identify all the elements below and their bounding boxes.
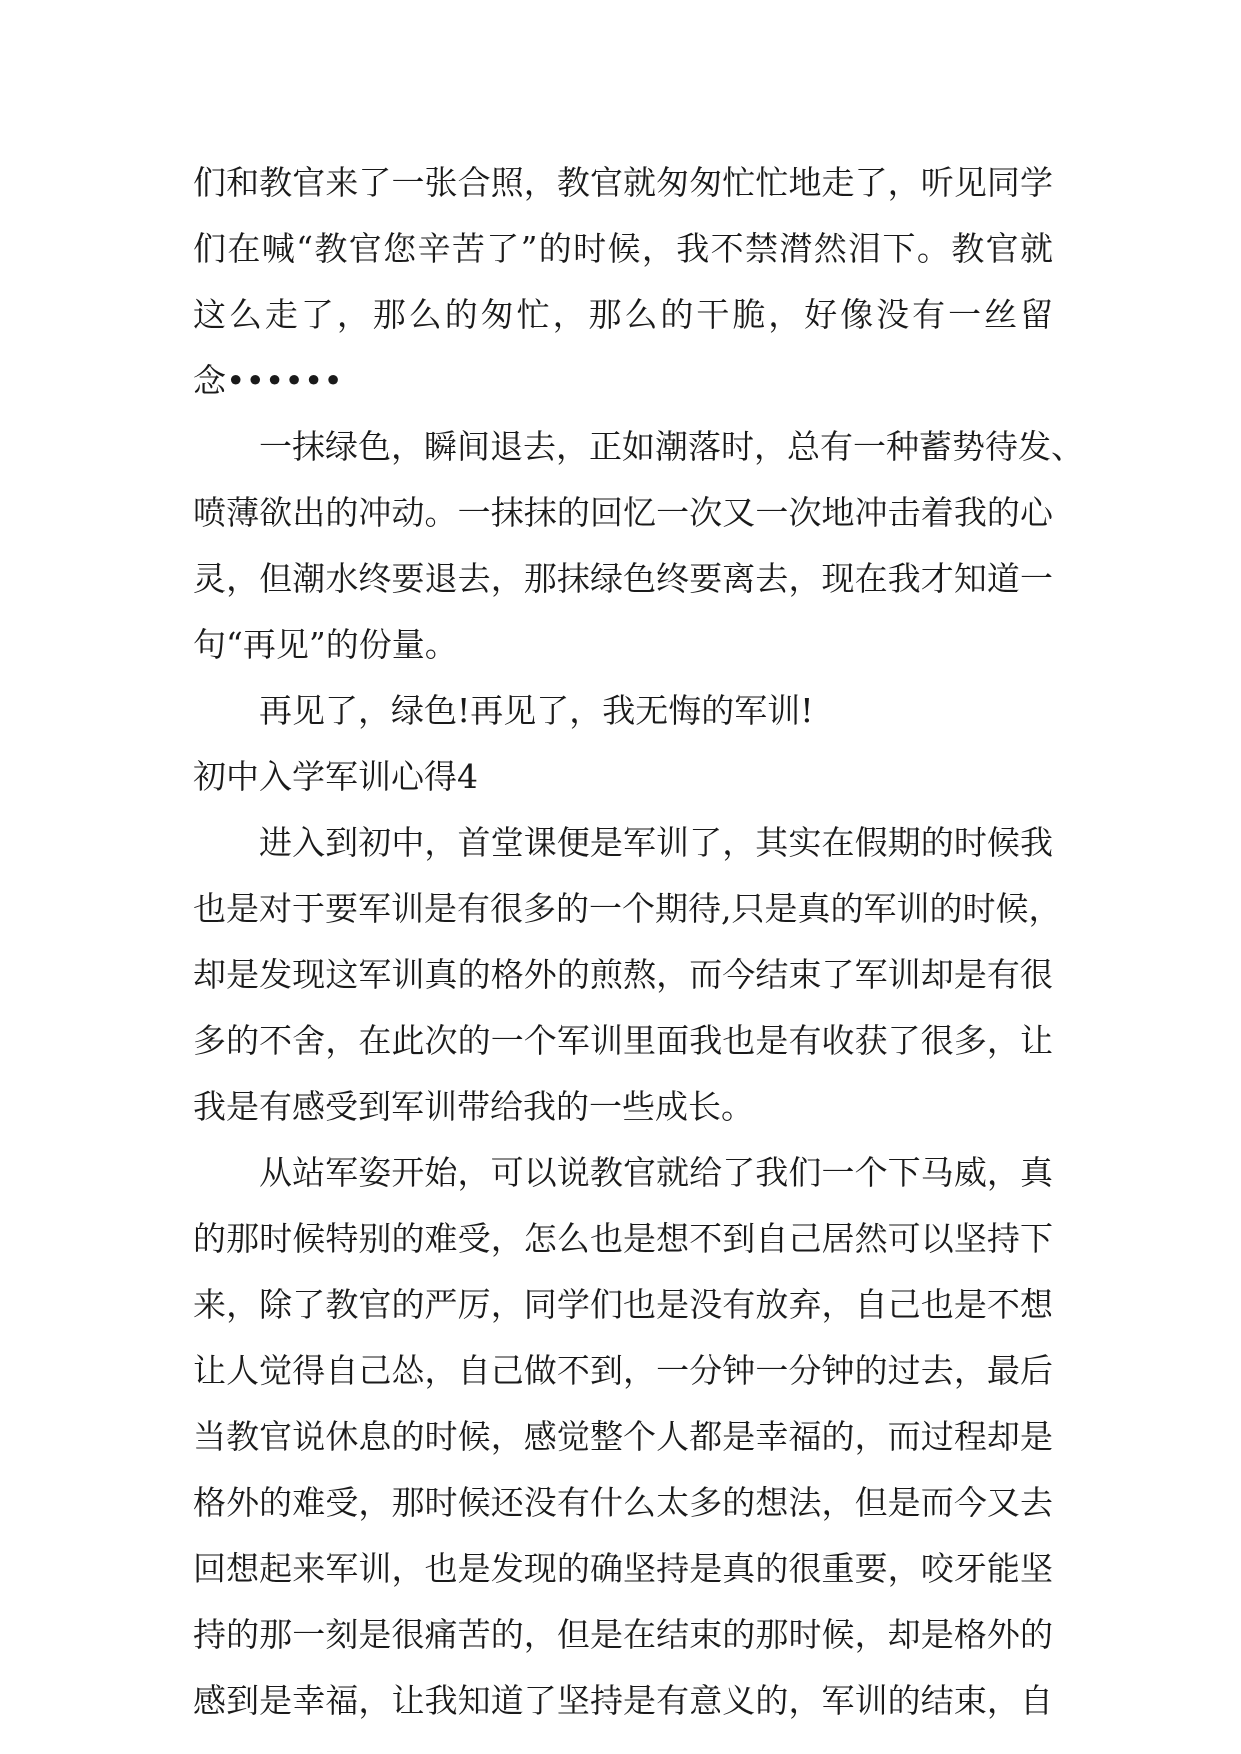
text-line: 让人觉得自己怂，自己做不到，一分钟一分钟的过去，最后 bbox=[193, 1351, 1053, 1390]
text-line: 进入到初中，首堂课便是军训了，其实在假期的时候我 bbox=[259, 823, 1053, 862]
text-line: 们在喊“教官您辛苦了”的时候，我不禁潸然泪下。教官就 bbox=[193, 229, 1053, 268]
text-line: 灵，但潮水终要退去，那抹绿色终要离去，现在我才知道一 bbox=[193, 559, 1053, 598]
text-line: 这么走了，那么的匆忙，那么的干脆，好像没有一丝留 bbox=[193, 295, 1053, 334]
text-line: 一抹绿色，瞬间退去，正如潮落时，总有一种蓄势待发、 bbox=[259, 427, 1084, 466]
text-line: 句“再见”的份量。 bbox=[193, 625, 458, 664]
document-body bbox=[193, 150, 1084, 1734]
text-line: 也是对于要军训是有很多的一个期待,只是真的军训的时候， bbox=[193, 889, 1062, 928]
text-line: 再见了，绿色!再见了，我无悔的军训! bbox=[259, 691, 814, 730]
text-line: 喷薄欲出的冲动。一抹抹的回忆一次又一次地冲击着我的心 bbox=[193, 493, 1053, 532]
paragraph bbox=[193, 1140, 1053, 1734]
text-line: 我是有感受到军训带给我的一些成长。 bbox=[193, 1087, 754, 1126]
paragraph bbox=[193, 678, 1053, 744]
section-heading: 初中入学军训心得4 bbox=[193, 757, 478, 796]
paragraph bbox=[193, 150, 1053, 414]
text-line: 感到是幸福，让我知道了坚持是有意义的，军训的结束，自 bbox=[193, 1681, 1053, 1720]
text-line: 却是发现这军训真的格外的煎熬，而今结束了军训却是有很 bbox=[193, 955, 1053, 994]
text-line: 从站军姿开始，可以说教官就给了我们一个下马威，真 bbox=[259, 1153, 1053, 1192]
text-line: 们和教官来了一张合照，教官就匆匆忙忙地走了，听见同学 bbox=[193, 163, 1053, 202]
paragraph bbox=[193, 810, 1062, 1140]
text-line: 念•••••• bbox=[193, 361, 343, 400]
text-line: 回想起来军训，也是发现的确坚持是真的很重要，咬牙能坚 bbox=[193, 1549, 1053, 1588]
paragraph bbox=[193, 414, 1084, 678]
text-line: 多的不舍，在此次的一个军训里面我也是有收获了很多，让 bbox=[193, 1021, 1053, 1060]
text-line: 来，除了教官的严厉，同学们也是没有放弃，自己也是不想 bbox=[193, 1285, 1053, 1324]
text-line: 持的那一刻是很痛苦的，但是在结束的那时候，却是格外的 bbox=[193, 1615, 1053, 1654]
text-line: 的那时候特别的难受，怎么也是想不到自己居然可以坚持下 bbox=[193, 1219, 1053, 1258]
text-line: 格外的难受，那时候还没有什么太多的想法，但是而今又去 bbox=[193, 1483, 1053, 1522]
text-line: 当教官说休息的时候，感觉整个人都是幸福的，而过程却是 bbox=[193, 1417, 1053, 1456]
